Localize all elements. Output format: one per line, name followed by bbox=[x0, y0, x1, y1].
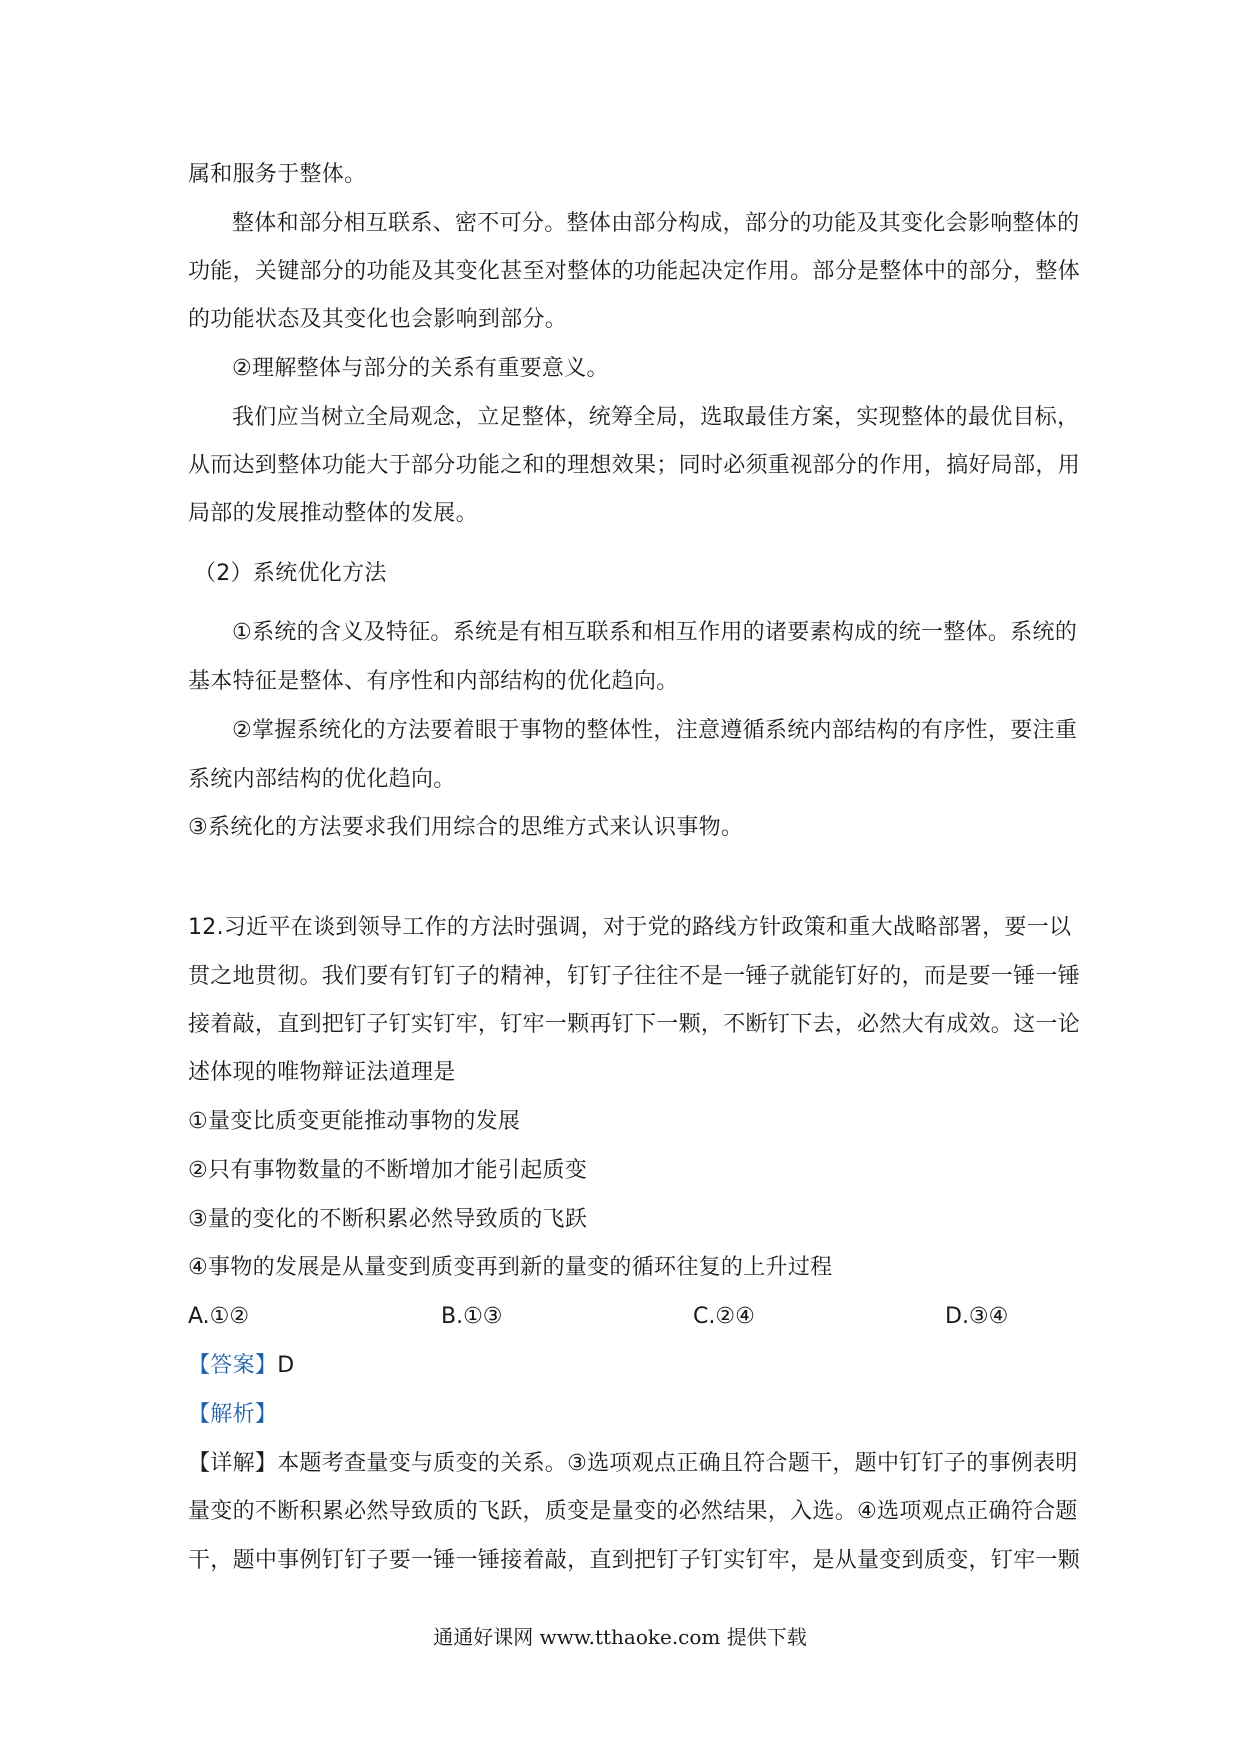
statement-item: ③量的变化的不断积累必然导致质的飞跃 bbox=[188, 1207, 588, 1232]
paragraph-line: ②掌握系统化的方法要着眼于事物的整体性，注意遵循系统内部结构的有序性，要注重 bbox=[232, 718, 1078, 743]
detail-line: 量变的不断积累必然导致质的飞跃，质变是量变的必然结果，入选。④选项观点正确符合题 bbox=[188, 1499, 1078, 1524]
detail-text: 本题考查量变与质变的关系。③选项观点正确且符合题干，题中钉钉子的事例表明 bbox=[277, 1451, 1078, 1476]
answer-line bbox=[188, 1351, 1058, 1381]
paragraph-line: 基本特征是整体、有序性和内部结构的优化趋向。 bbox=[188, 669, 679, 694]
statement-item: ④事物的发展是从量变到质变再到新的量变的循环往复的上升过程 bbox=[188, 1255, 833, 1280]
paragraph-line: 功能，关键部分的功能及其变化甚至对整体的功能起决定作用。部分是整体中的部分，整体 bbox=[188, 259, 1081, 284]
paragraph-line: 我们应当树立全局观念，立足整体，统筹全局，选取最佳方案，实现整体的最优目标， bbox=[232, 405, 1080, 430]
statement-item: ②只有事物数量的不断增加才能引起质变 bbox=[188, 1158, 588, 1183]
paragraph-end-line: 属和服务于整体。 bbox=[188, 162, 367, 187]
paragraph-line: ③系统化的方法要求我们用综合的思维方式来认识事物。 bbox=[188, 815, 744, 840]
analysis-tag: 【解析】 bbox=[188, 1402, 278, 1427]
option-b: B.①③ bbox=[441, 1304, 503, 1329]
answer-tag: 【答案】 bbox=[188, 1353, 278, 1378]
statement-item: ①量变比质变更能推动事物的发展 bbox=[188, 1109, 521, 1134]
detail-tag: 【详解】 bbox=[188, 1451, 278, 1476]
question-stem-line: 接着敲，直到把钉子钉实钉牢，钉牢一颗再钉下一颗，不断钉下去，必然大有成效。这一论 bbox=[188, 1012, 1081, 1037]
paragraph-line: 整体和部分相互联系、密不可分。整体由部分构成，部分的功能及其变化会影响整体的 bbox=[232, 211, 1080, 236]
option-a: A.①② bbox=[188, 1304, 250, 1329]
analysis-line bbox=[188, 1400, 1058, 1430]
paragraph-line: ②理解整体与部分的关系有重要意义。 bbox=[232, 356, 609, 381]
answer-value: D bbox=[277, 1353, 295, 1378]
section-heading: （2）系统优化方法 bbox=[194, 561, 387, 586]
paragraph-line: ①系统的含义及特征。系统是有相互联系和相互作用的诸要素构成的统一整体。系统的 bbox=[232, 620, 1078, 645]
question-stem-line: 12.习近平在谈到领导工作的方法时强调，对于党的路线方针政策和重大战略部署，要一以 bbox=[188, 915, 1072, 940]
paragraph-line: 系统内部结构的优化趋向。 bbox=[188, 767, 456, 792]
detail-line bbox=[188, 1449, 1078, 1479]
page-footer: 通通好课网 www.tthaoke.com 提供下载 bbox=[433, 1625, 807, 1649]
question-stem-line: 贯之地贯彻。我们要有钉钉子的精神，钉钉子往往不是一锤子就能钉好的，而是要一锤一锤 bbox=[188, 964, 1081, 989]
detail-line: 干，题中事例钉钉子要一锤一锤接着敲，直到把钉子钉实钉牢，是从量变到质变，钉牢一颗 bbox=[188, 1548, 1081, 1573]
option-c: C.②④ bbox=[693, 1304, 755, 1329]
option-d: D.③④ bbox=[945, 1304, 1009, 1329]
paragraph-line: 从而达到整体功能大于部分功能之和的理想效果；同时必须重视部分的作用，搞好局部，用 bbox=[188, 453, 1081, 478]
paragraph-line: 的功能状态及其变化也会影响到部分。 bbox=[188, 307, 568, 332]
paragraph-line: 局部的发展推动整体的发展。 bbox=[188, 501, 478, 526]
question-stem-line: 述体现的唯物辩证法道理是 bbox=[188, 1060, 456, 1085]
